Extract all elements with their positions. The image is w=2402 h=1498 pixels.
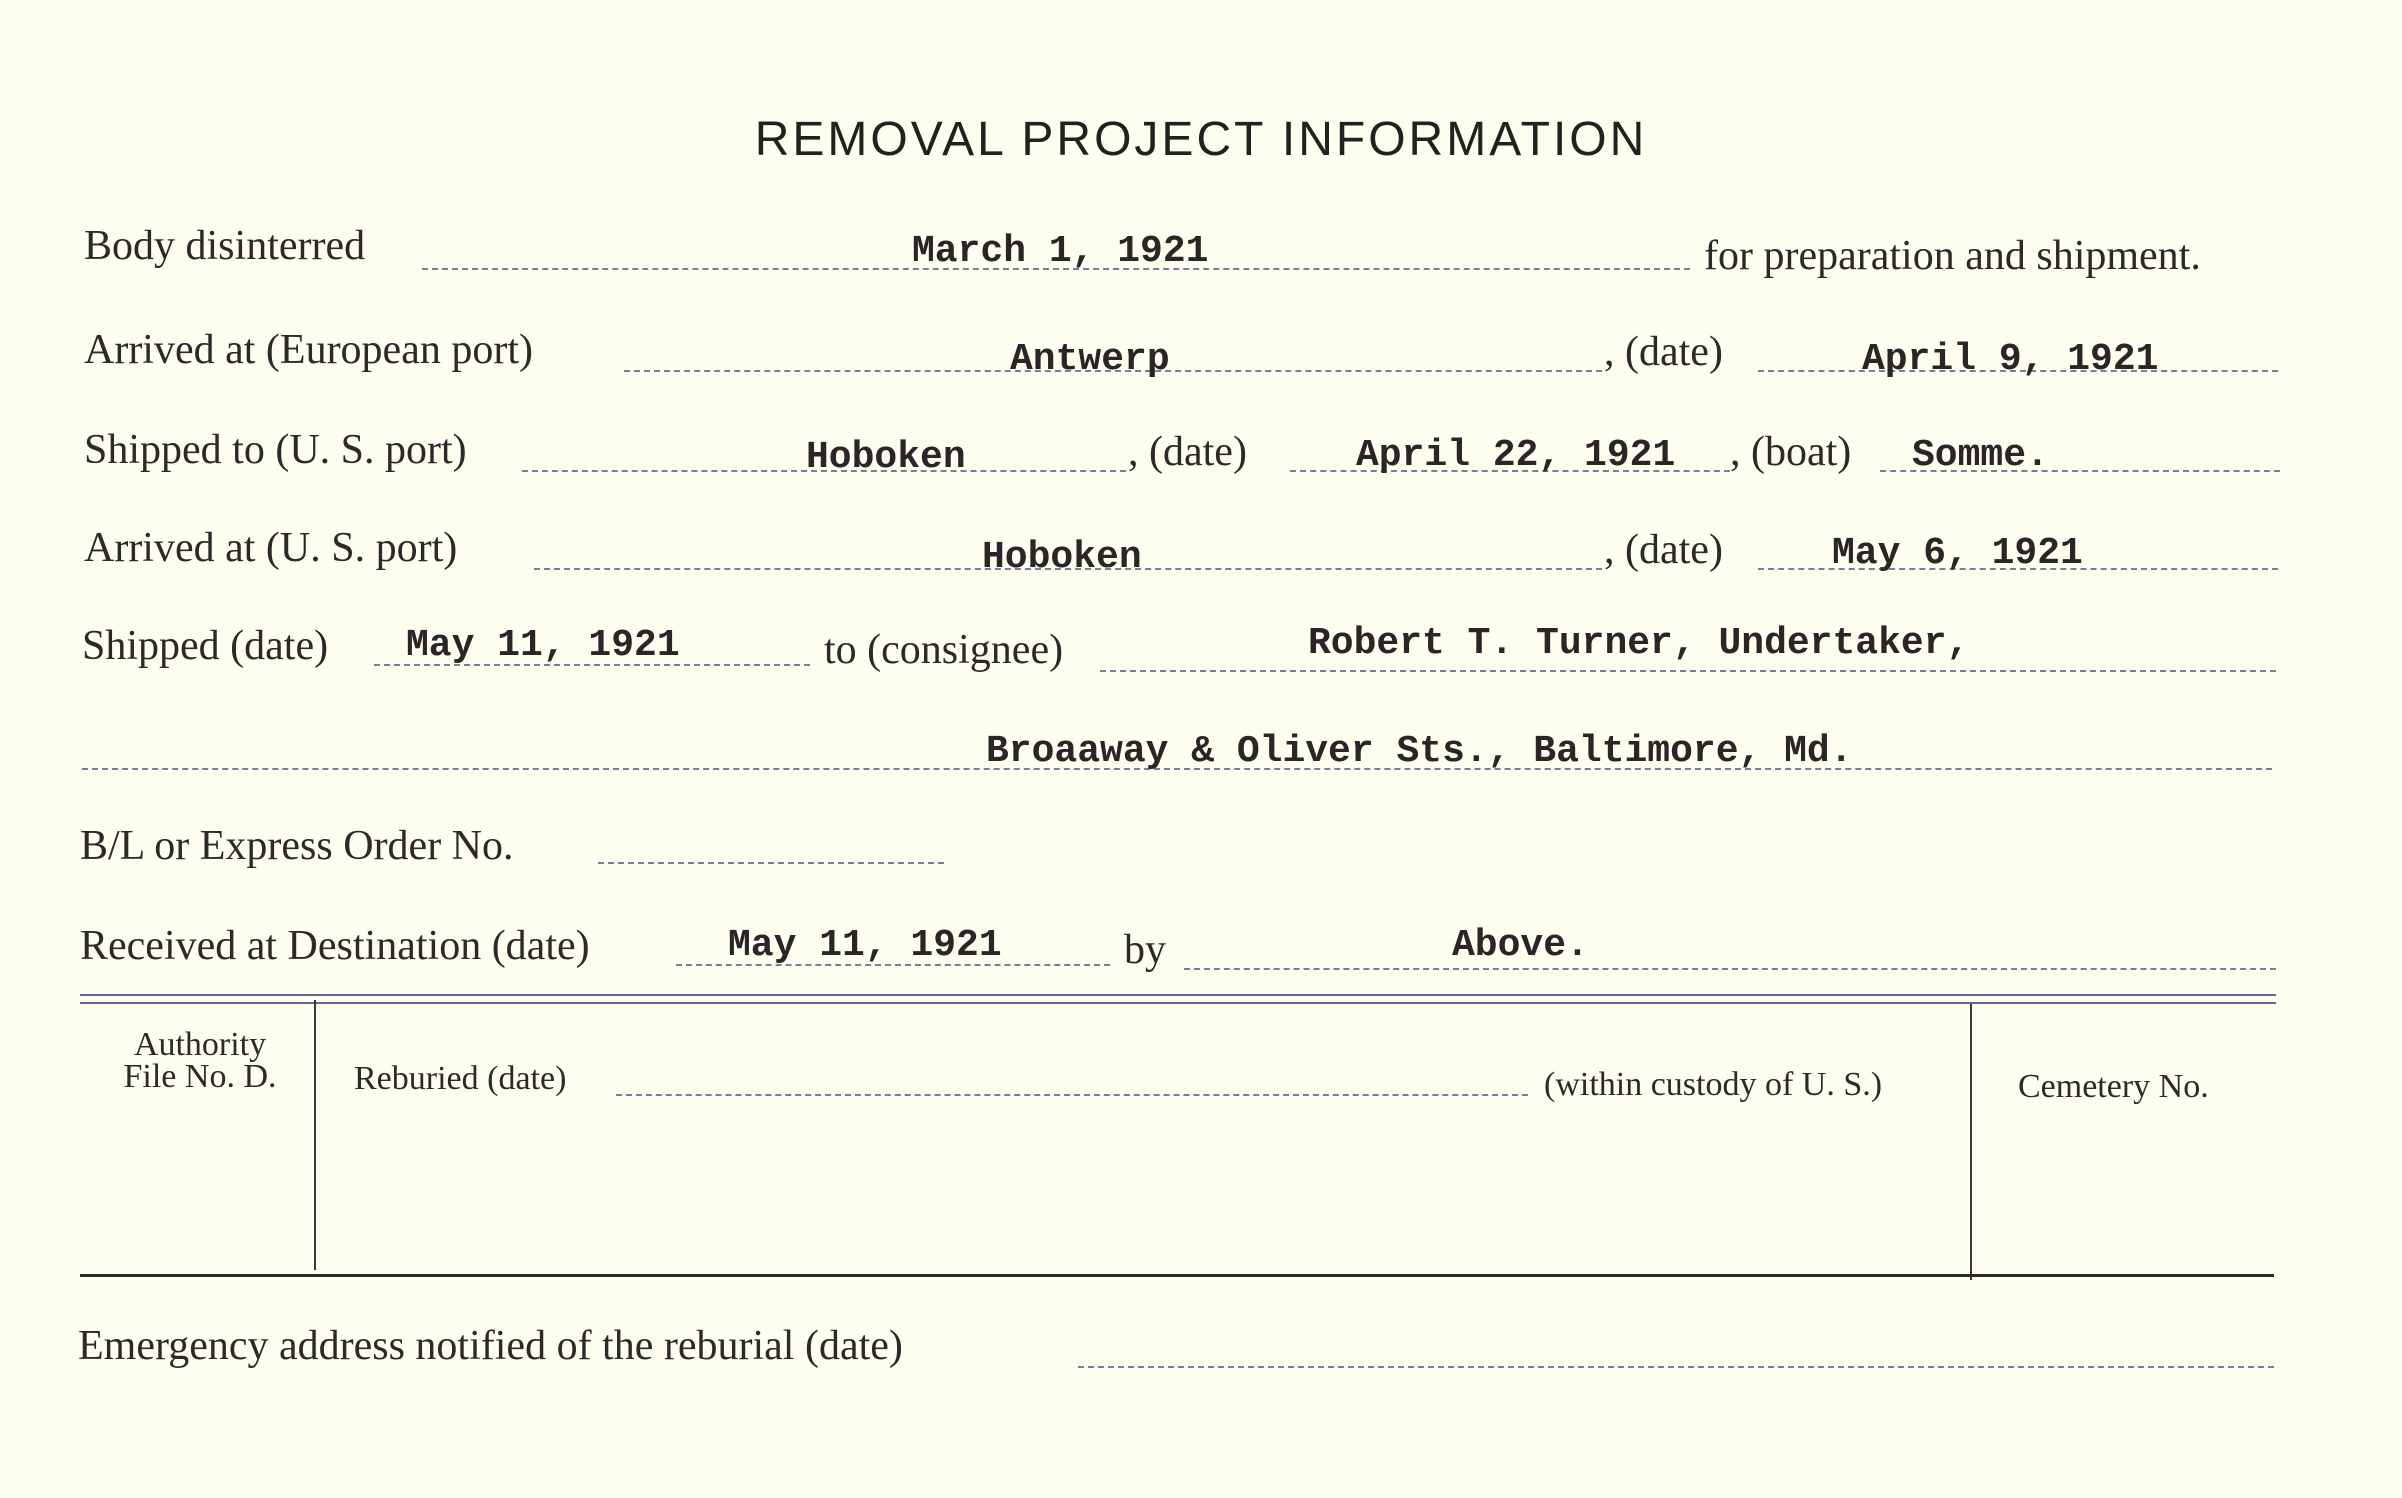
- boat-label: , (boat): [1730, 429, 1852, 475]
- shipped-date-label: , (date): [1128, 429, 1247, 475]
- reburied-line: [616, 1094, 1528, 1096]
- form-title: REMOVAL PROJECT INFORMATION: [754, 113, 1648, 166]
- consignee-line-1: [1100, 670, 2276, 672]
- european-port-value: Antwerp: [1010, 338, 1170, 381]
- received-by-value: Above.: [1452, 924, 1589, 967]
- bl-order-line: [598, 862, 944, 864]
- reburied-label: Reburied (date): [354, 1060, 567, 1097]
- boat-value: Somme.: [1912, 434, 2049, 477]
- double-rule-bottom: [80, 1002, 2276, 1004]
- arrived-us-label: Arrived at (U. S. port): [84, 525, 458, 571]
- emergency-line: [1078, 1366, 2274, 1368]
- to-consignee-label: to (consignee): [824, 627, 1064, 673]
- authority-label-line2: File No. D.: [123, 1058, 277, 1095]
- shipped-date-row-label: Shipped (date): [82, 623, 329, 669]
- us-port-arrived-value: Hoboken: [982, 536, 1142, 579]
- for-preparation-label: for preparation and shipment.: [1704, 233, 2201, 279]
- shipped-date-us-value: April 22, 1921: [1356, 434, 1676, 477]
- consignee-line2-value: Broaaway & Oliver Sts., Baltimore, Md.: [986, 730, 1853, 773]
- cemetery-no-label: Cemetery No.: [2018, 1068, 2209, 1105]
- column-divider-right: [1970, 1004, 1972, 1280]
- bl-order-label: B/L or Express Order No.: [80, 823, 514, 869]
- european-date-value: April 9, 1921: [1862, 338, 2159, 381]
- us-arrival-date-label: , (date): [1604, 527, 1723, 573]
- column-divider-left: [314, 1000, 316, 1270]
- received-date-value: May 11, 1921: [728, 924, 1002, 967]
- european-date-label: , (date): [1604, 329, 1723, 375]
- disinterred-date-value: March 1, 1921: [912, 230, 1209, 273]
- us-arrival-date-value: May 6, 1921: [1832, 532, 2083, 575]
- us-port-shipped-value: Hoboken: [806, 436, 966, 479]
- body-disinterred-label: Body disinterred: [84, 223, 366, 269]
- arrived-european-label: Arrived at (European port): [84, 327, 533, 373]
- within-custody-label: (within custody of U. S.): [1544, 1066, 1883, 1103]
- shipped-date-row-value: May 11, 1921: [406, 624, 680, 667]
- authority-label-line1: Authority: [133, 1026, 267, 1063]
- received-label: Received at Destination (date): [80, 923, 590, 969]
- box-bottom-rule: [80, 1274, 2274, 1277]
- shipped-to-us-label: Shipped to (U. S. port): [84, 427, 467, 473]
- consignee-line1-value: Robert T. Turner, Undertaker,: [1308, 622, 1970, 665]
- by-label: by: [1124, 927, 1166, 973]
- received-by-line: [1184, 968, 2276, 970]
- emergency-label: Emergency address notified of the reburial (date): [78, 1323, 903, 1369]
- double-rule-top: [80, 994, 2276, 996]
